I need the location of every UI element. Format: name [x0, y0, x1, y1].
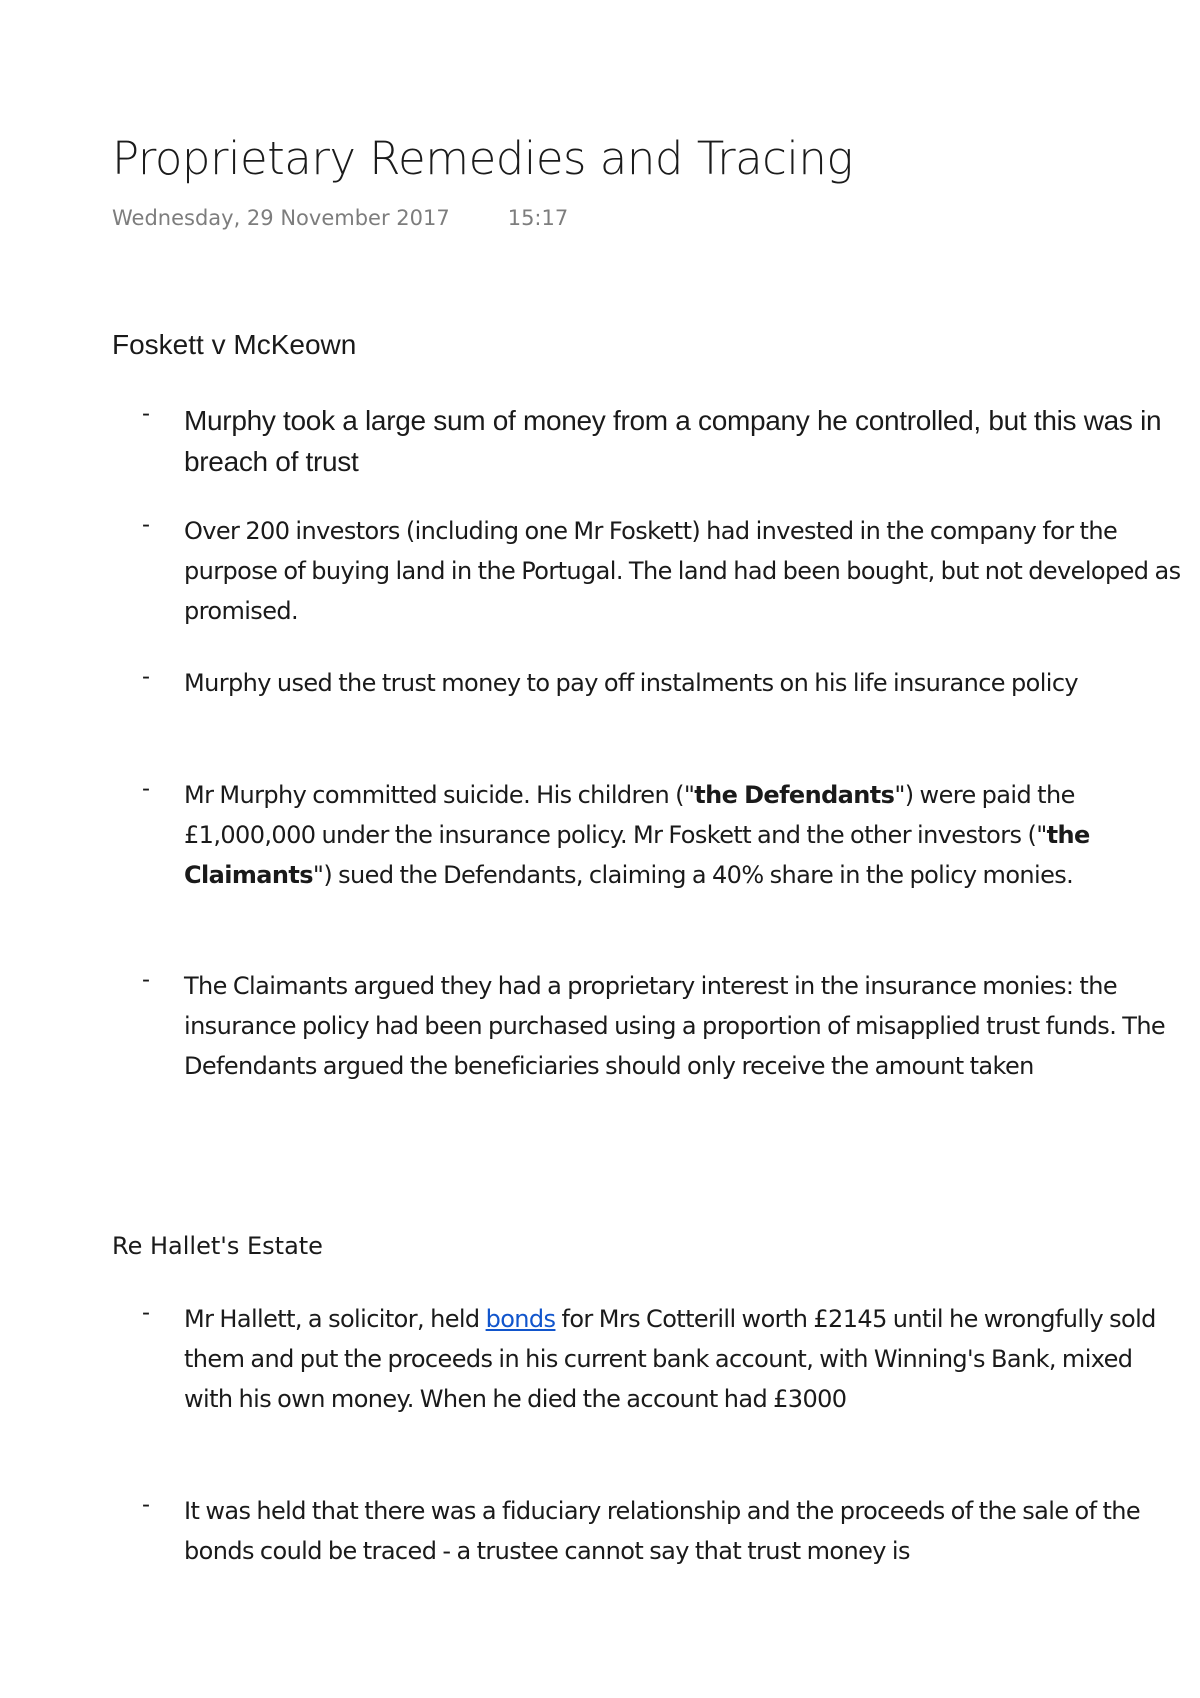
- text-run: for Mrs Cotterill worth £2145 until he wrongfully sold them and put the proceeds in his current bank account, with Winning's Bank, mixed with his own money. When he died the account had £3000: [184, 1305, 1156, 1413]
- bullet-dash: -: [142, 1491, 150, 1518]
- bullet-text: Murphy used the trust money to pay off instalments on his life insurance policy: [184, 669, 1079, 697]
- bullet-text: The Claimants argued they had a proprietary interest in the insurance monies: the insurance policy had been purchased using a proportion of misapplied trust funds. The Defendants argued the beneficiaries should only receive the amount taken: [184, 972, 1166, 1080]
- section-heading-foskett: Foskett v McKeown: [112, 329, 357, 360]
- text-run: Mr Hallett, a solicitor, held: [184, 1305, 486, 1333]
- bullet-text: Over 200 investors (including one Mr Foskett) had invested in the company for the purpose of buying land in the Portugal. The land had been bought, but not developed as promised.: [184, 517, 1181, 625]
- bullet-text: [184, 775, 1184, 895]
- text-run: ") were paid the £1,000,000 under the insurance policy. Mr Foskett and the other investors (": [184, 781, 1075, 849]
- bullet-text: Murphy took a large sum of money from a company he controlled, but this was in breach of trust: [184, 405, 1162, 477]
- bullet-dash: -: [142, 663, 150, 690]
- bullet-dash: -: [142, 400, 150, 427]
- bullet-dash: -: [142, 1299, 150, 1326]
- defined-term-claimants: the Claimants: [184, 821, 1090, 889]
- page-time: 15:17: [507, 206, 569, 230]
- bonds-link[interactable]: bonds: [485, 1305, 556, 1333]
- text-run: ") sued the Defendants, claiming a 40% share in the policy monies.: [312, 861, 1074, 889]
- defined-term-defendants: the Defendants: [694, 781, 895, 809]
- bullet-text: It was held that there was a fiduciary relationship and the proceeds of the sale of the bonds could be traced - a trustee cannot say that trust money is: [184, 1497, 1141, 1565]
- page-title: Proprietary Remedies and Tracing: [112, 132, 853, 185]
- page-bottom-margin: [0, 1596, 1200, 1698]
- bullet-dash: -: [142, 511, 150, 538]
- bullet-text: [184, 1299, 1184, 1419]
- page-meta: [112, 206, 568, 230]
- bullet-dash: -: [142, 775, 150, 802]
- bullet-dash: -: [142, 966, 150, 993]
- section-heading-hallet: Re Hallet's Estate: [112, 1232, 323, 1260]
- text-run: Mr Murphy committed suicide. His children (": [184, 781, 695, 809]
- page-date: Wednesday, 29 November 2017: [112, 206, 450, 230]
